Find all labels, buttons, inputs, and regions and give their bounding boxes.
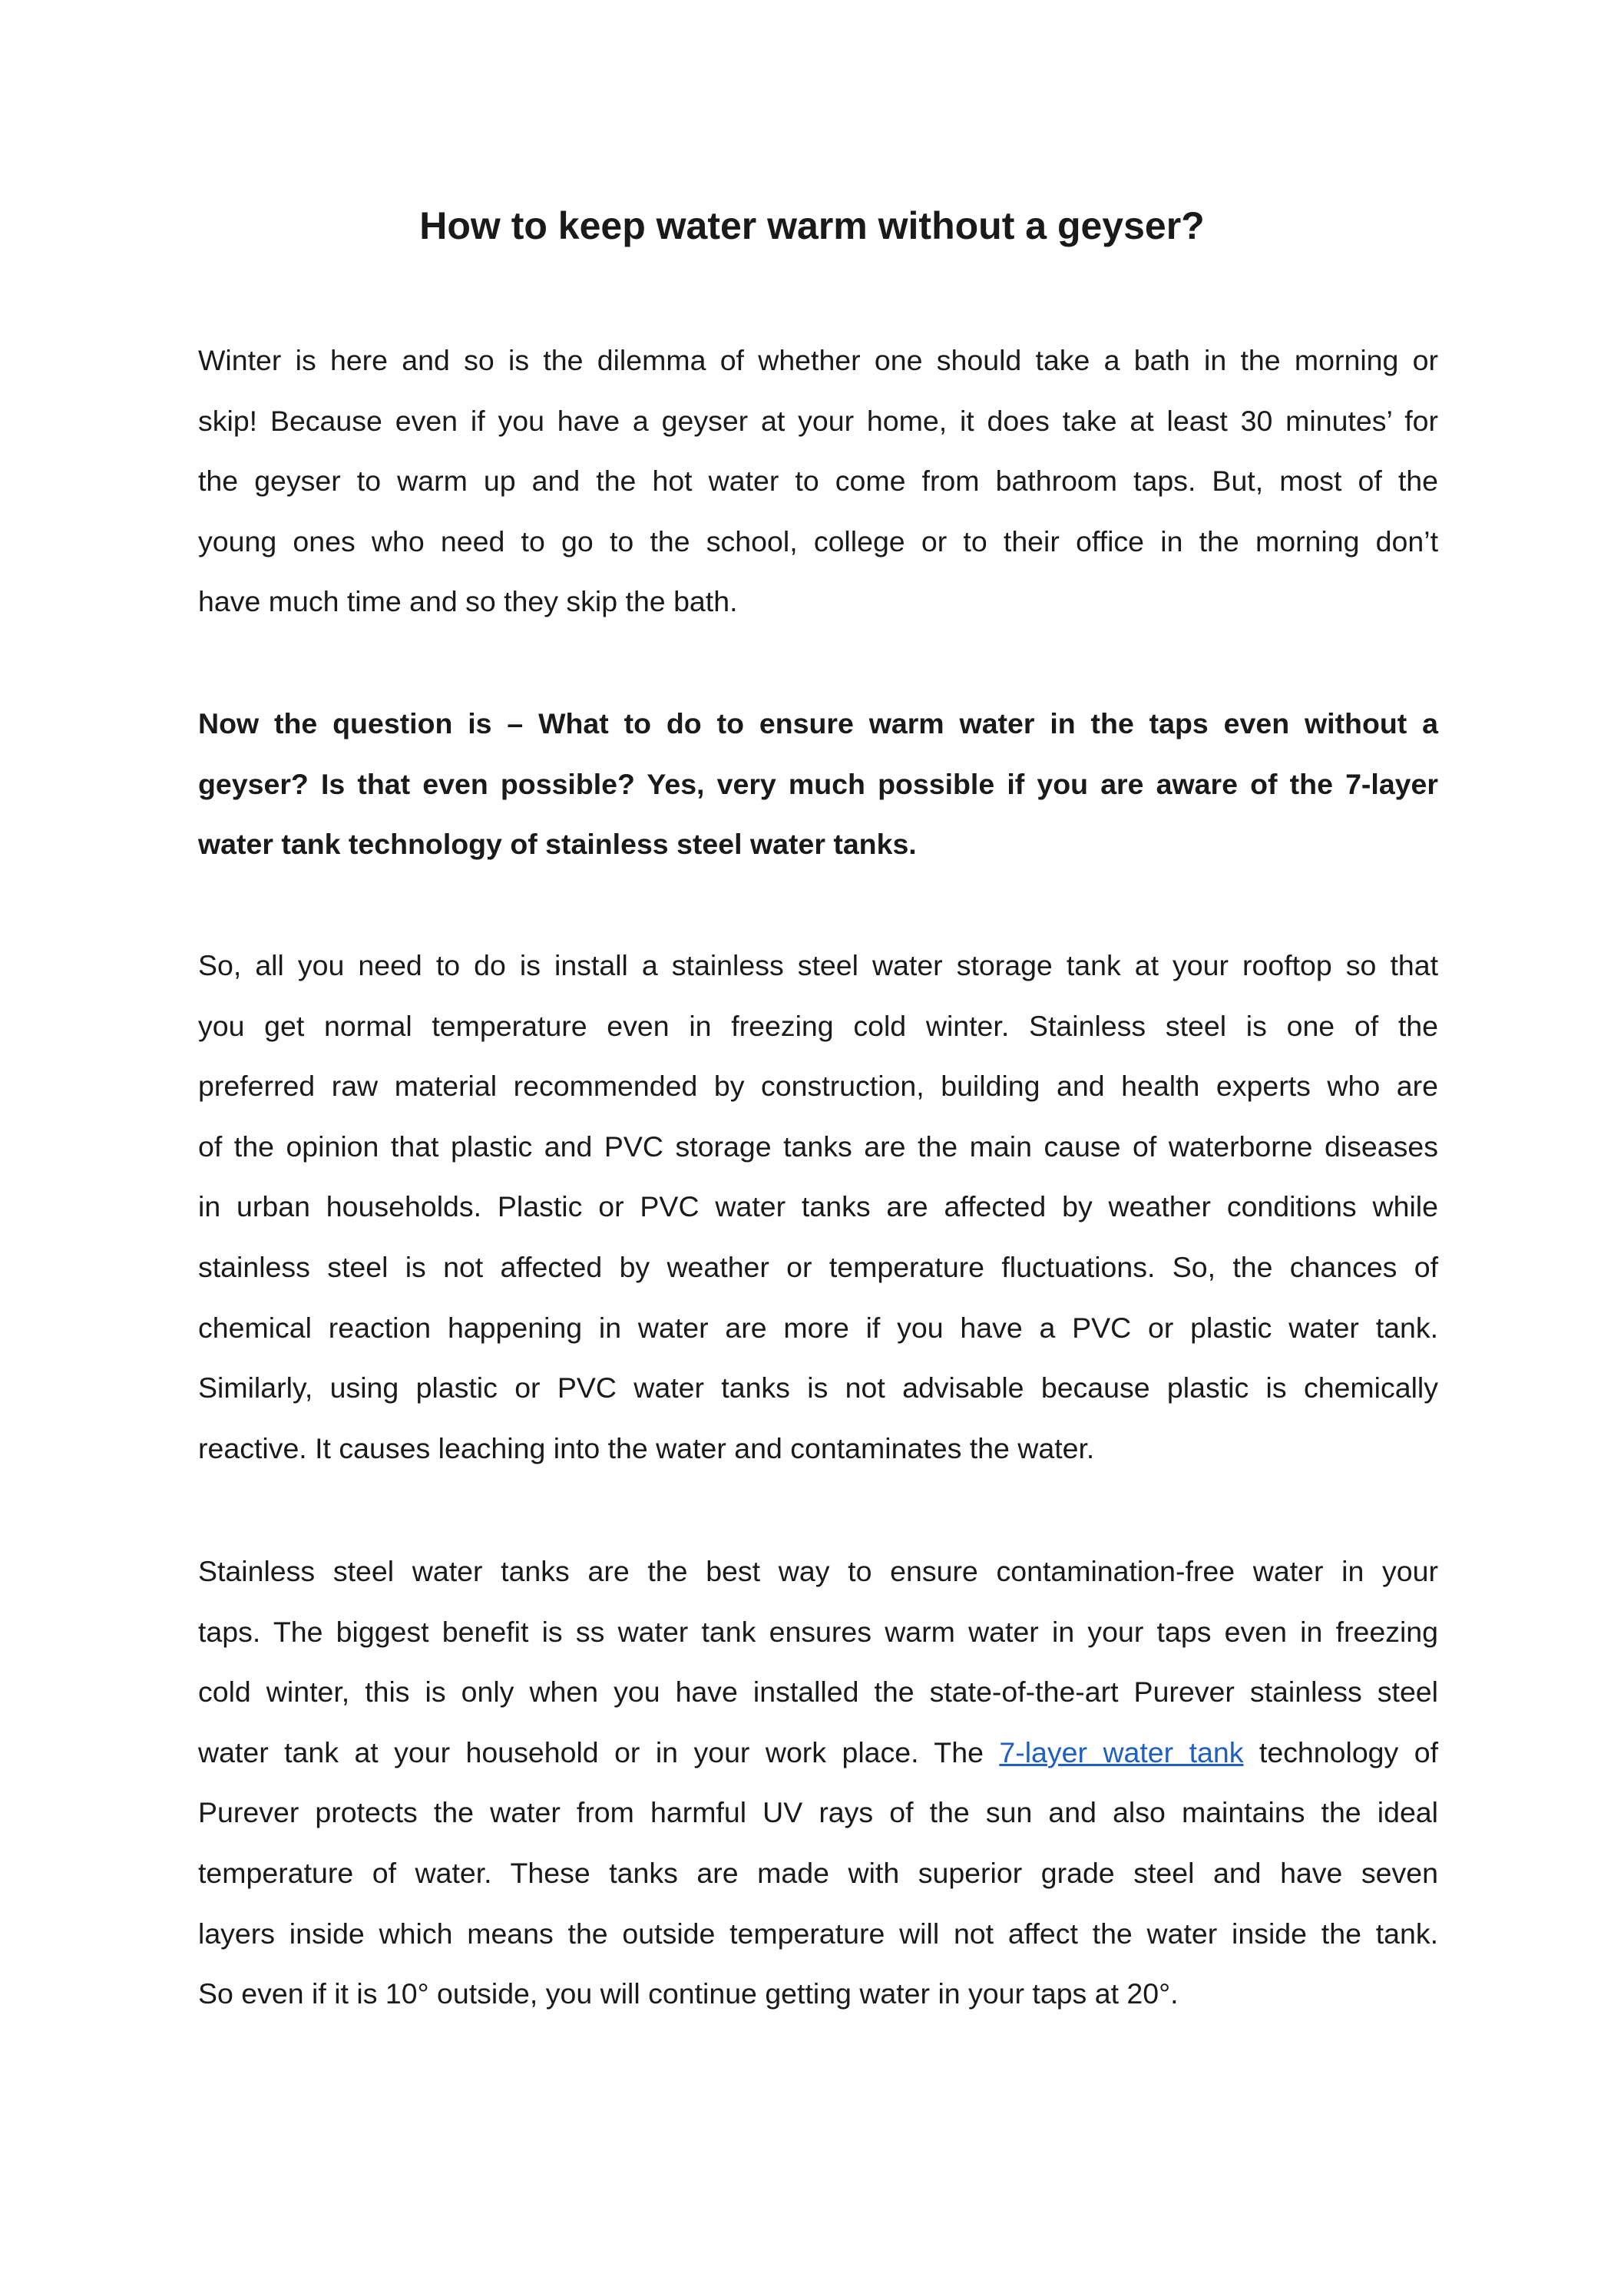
text-line: in urban households. Plastic or PVC water tanks are affected by weather conditions while [198, 1190, 1438, 1223]
text-line: So, all you need to do is install a stainless steel water storage tank at your rooftop so that [198, 949, 1438, 981]
paragraph-purever [198, 1541, 1438, 2024]
text-line: of the opinion that plastic and PVC storage tanks are the main cause of waterborne diseases [198, 1130, 1438, 1163]
page-title: How to keep water warm without a geyser? [419, 204, 1205, 247]
paragraph-stainless-steel [198, 935, 1438, 1478]
text-line: Purever protects the water from harmful UV rays of the sun and also maintains the ideal [198, 1796, 1438, 1829]
text-line: reactive. It causes leaching into the water and contaminates the water. [198, 1431, 1095, 1464]
seven-layer-water-tank-link[interactable]: 7-layer water tank [999, 1735, 1244, 1768]
text-line: skip! Because even if you have a geyser at your home, it does take at least 30 minutes’ for [198, 404, 1438, 437]
paragraph-question [198, 693, 1438, 875]
text-line: preferred raw material recommended by construction, building and health experts who are [198, 1070, 1438, 1103]
text-line: the geyser to warm up and the hot water to come from bathroom taps. But, most of the [198, 465, 1438, 498]
text-line: chemical reaction happening in water are more if you have a PVC or plastic water tank. [198, 1311, 1438, 1344]
text-line-with-link [198, 1722, 1438, 1783]
text-line: cold winter, this is only when you have installed the state-of-the-art Purever stainless steel [198, 1676, 1438, 1709]
text-line: young ones who need to go to the school, college or to their office in the morning don’t [198, 524, 1438, 557]
text-line: water tank technology of stainless steel water tanks. [198, 828, 917, 861]
text-line: Winter is here and so is the dilemma of whether one should take a bath in the morning or [198, 344, 1438, 376]
text-line: stainless steel is not affected by weather or temperature fluctuations. So, the chances of [198, 1250, 1438, 1283]
link-line-before: water tank at your household or in your work place. The [198, 1735, 1000, 1768]
text-line: Similarly, using plastic or PVC water tanks is not advisable because plastic is chemically [198, 1371, 1438, 1404]
text-line: geyser? Is that even possible? Yes, very much possible if you are aware of the 7-layer [198, 767, 1438, 800]
link-line-after: technology of [1243, 1735, 1439, 1768]
text-line: Now the question is – What to do to ensure warm water in the taps even without a [198, 707, 1438, 739]
text-line: temperature of water. These tanks are made with superior grade steel and have seven [198, 1856, 1438, 1889]
paragraph-intro [198, 330, 1438, 632]
text-line: you get normal temperature even in freezing cold winter. Stainless steel is one of the [198, 1009, 1438, 1042]
text-line: So even if it is 10° outside, you will continue getting water in your taps at 20°. [198, 1977, 1179, 2010]
text-line: layers inside which means the outside temperature will not affect the water inside the tank. [198, 1917, 1438, 1950]
text-line: have much time and so they skip the bath. [198, 585, 738, 618]
text-line: Stainless steel water tanks are the best way to ensure contamination-free water in your [198, 1555, 1438, 1587]
text-line: taps. The biggest benefit is ss water tank ensures warm water in your taps even in freezing [198, 1615, 1438, 1648]
